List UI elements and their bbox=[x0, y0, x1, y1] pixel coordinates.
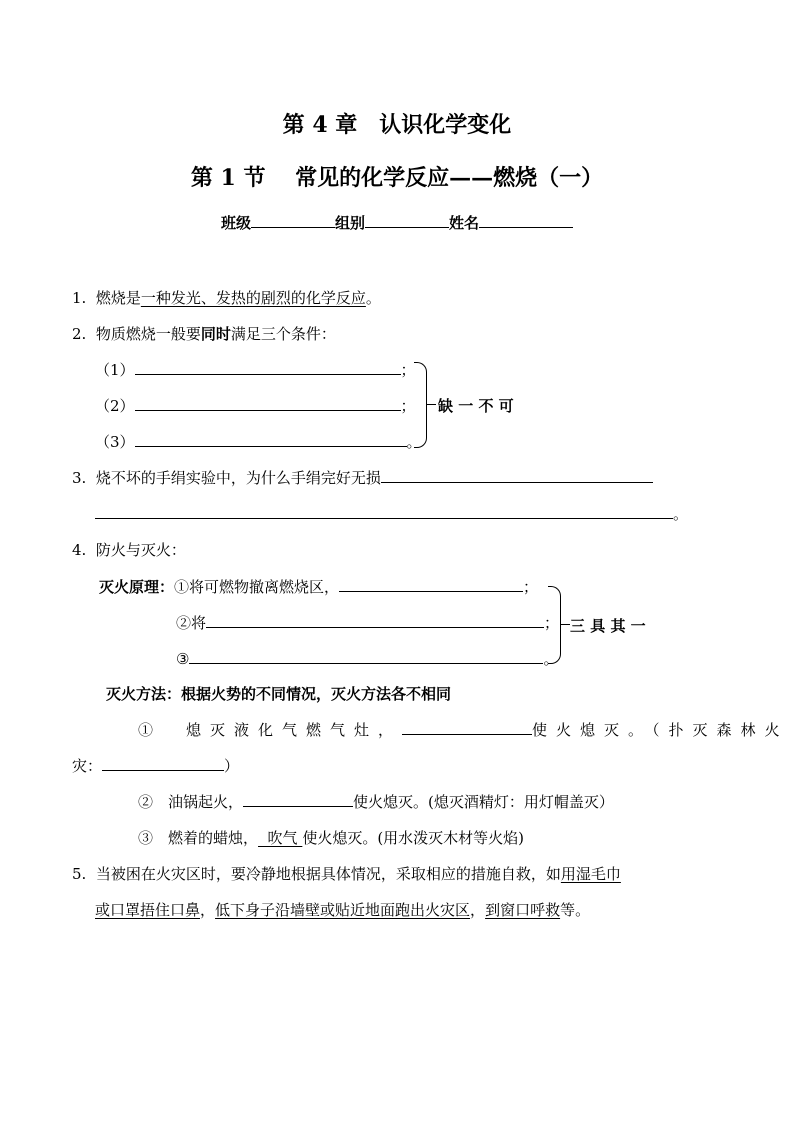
method-3-text: ③ 燃着的蜡烛， bbox=[138, 829, 259, 847]
q3-blank-2[interactable] bbox=[95, 504, 673, 519]
chapter-title: 第 4 章 认识化学变化 bbox=[282, 112, 512, 138]
q5-answer-2: 低下身子沿墙壁或贴近地面跑出火灾区 bbox=[215, 901, 471, 919]
q5-text: 当被困在火灾区时，要冷静地根据具体情况，采取相应的措施自救，如 bbox=[95, 865, 561, 883]
group-label: 组别 bbox=[334, 214, 365, 232]
method-blank-2[interactable] bbox=[243, 792, 353, 807]
method-3-answer: 吹气 bbox=[258, 829, 303, 847]
principle-blank-3[interactable] bbox=[189, 649, 543, 664]
right-brace bbox=[548, 586, 561, 664]
q2-condition-3 bbox=[95, 431, 422, 452]
method-2 bbox=[138, 791, 614, 812]
q1-answer: 一种发光、发热的剧烈的化学反应 bbox=[140, 289, 366, 307]
brace-tip bbox=[426, 404, 436, 405]
method-3 bbox=[138, 827, 524, 848]
q2-blank-3[interactable] bbox=[135, 432, 407, 447]
question-2 bbox=[72, 323, 336, 344]
q3-text: 烧不坏的手绢实验中，为什么手绢完好无损 bbox=[95, 469, 381, 487]
class-label: 班级 bbox=[220, 214, 251, 232]
separator: ； bbox=[400, 397, 416, 415]
separator: 。 bbox=[543, 650, 559, 668]
principle-1-text: ①将可燃物撤离燃烧区， bbox=[174, 578, 340, 596]
method-2-text: ② 油锅起火， bbox=[138, 793, 244, 811]
method-1-cont-text: 灾： bbox=[72, 757, 103, 775]
question-number: 1. bbox=[72, 289, 87, 307]
q3-blank-1[interactable] bbox=[381, 468, 653, 483]
separator: ； bbox=[523, 578, 539, 596]
question-number: 4. bbox=[72, 541, 87, 559]
item-label: （1） bbox=[95, 361, 135, 379]
question-4 bbox=[72, 539, 186, 560]
method-2-text-end: 使火熄灭。(熄灭酒精灯：用灯帽盖灭） bbox=[353, 793, 614, 811]
q3-line-2 bbox=[95, 503, 688, 524]
item-label: （2） bbox=[95, 397, 135, 415]
q5-answer-1: 用湿毛巾 bbox=[560, 865, 621, 883]
principle-blank-2[interactable] bbox=[206, 613, 544, 628]
group-blank bbox=[365, 213, 449, 228]
separator: ； bbox=[544, 614, 560, 632]
separator: ； bbox=[400, 361, 416, 379]
q5-answer-3: 到窗口呼救 bbox=[485, 901, 561, 919]
method-blank-forest[interactable] bbox=[102, 756, 224, 771]
separator: ， bbox=[200, 901, 216, 919]
q2-condition-1 bbox=[95, 359, 416, 380]
class-blank bbox=[251, 213, 335, 228]
q3-end: 。 bbox=[673, 505, 689, 523]
method-3-text-end: 使火熄灭。(用水泼灭木材等火焰) bbox=[302, 829, 525, 847]
principle-2-text: ②将 bbox=[176, 614, 207, 632]
section-title: 第 1 节 常见的化学反应——燃烧（一） bbox=[190, 165, 604, 191]
question-number: 2. bbox=[72, 325, 87, 343]
method-1-close: ） bbox=[224, 757, 240, 775]
q2-blank-2[interactable] bbox=[135, 396, 401, 411]
q2-text-end: 满足三个条件： bbox=[230, 325, 336, 343]
principle-1 bbox=[99, 576, 538, 597]
principle-3-text: ③ bbox=[176, 650, 190, 668]
principle-label: 灭火原理： bbox=[99, 578, 175, 596]
student-info-line bbox=[0, 212, 794, 233]
q2-condition-2 bbox=[95, 395, 416, 416]
method-1 bbox=[138, 719, 789, 740]
q2-blank-1[interactable] bbox=[135, 360, 401, 375]
q1-text: 燃烧是 bbox=[95, 289, 141, 307]
q2-bold: 同时 bbox=[200, 325, 231, 343]
method-heading: 灭火方法：根据火势的不同情况，灭火方法各不相同 bbox=[106, 685, 452, 703]
principle-blank-1[interactable] bbox=[339, 577, 523, 592]
method-1-text-end: 使火熄灭。（扑灭森林火 bbox=[532, 721, 789, 739]
q5-end: 等。 bbox=[560, 901, 591, 919]
question-number: 5. bbox=[72, 865, 87, 883]
question-1 bbox=[72, 287, 381, 308]
method-blank-1[interactable] bbox=[402, 720, 532, 735]
method-1-text: ① 熄灭液化气燃气灶， bbox=[138, 721, 403, 739]
q4-text: 防火与灭火： bbox=[95, 541, 186, 559]
principle-2 bbox=[176, 612, 559, 633]
brace-tip bbox=[560, 624, 570, 625]
question-number: 3. bbox=[72, 469, 87, 487]
q5-line-2 bbox=[95, 899, 590, 920]
separator: 。 bbox=[406, 433, 422, 451]
name-blank bbox=[479, 213, 573, 228]
q1-end: 。 bbox=[365, 289, 381, 307]
question-3 bbox=[72, 467, 653, 488]
question-5 bbox=[72, 863, 621, 884]
item-label: （3） bbox=[95, 433, 135, 451]
method-1-cont bbox=[72, 755, 239, 776]
brace-label-q2: 缺 一 不 可 bbox=[438, 397, 514, 415]
name-label: 姓名 bbox=[449, 214, 480, 232]
q5-answer-1b: 或口罩捂住口鼻 bbox=[95, 901, 201, 919]
right-brace bbox=[414, 362, 427, 448]
q2-text: 物质燃烧一般要 bbox=[95, 325, 201, 343]
principle-3 bbox=[176, 648, 558, 669]
brace-label-q4: 三 具 其 一 bbox=[570, 617, 646, 635]
separator: ， bbox=[470, 901, 486, 919]
